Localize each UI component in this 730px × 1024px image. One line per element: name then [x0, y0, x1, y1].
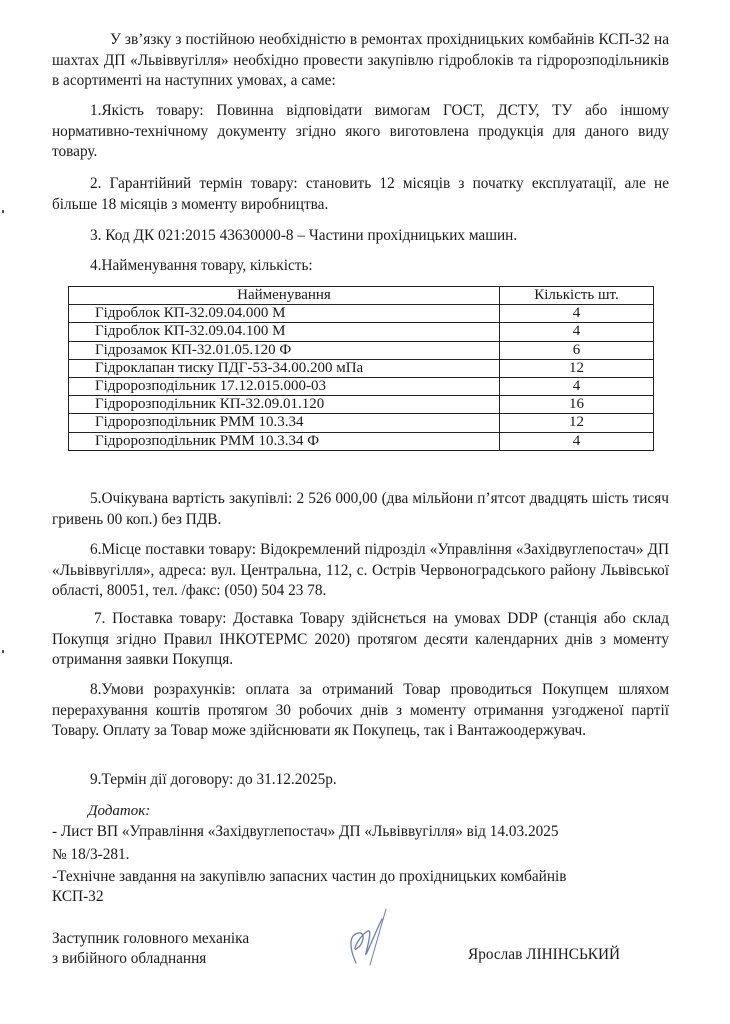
table-row [69, 432, 654, 450]
item-name: Гідророзподільник РММ 10.3.34 [69, 414, 500, 432]
item-name: Гідроблок КП-32.09.04.000 М [69, 305, 500, 323]
item-qty: 4 [500, 432, 654, 450]
header-name: Найменування [69, 287, 500, 305]
intro-paragraph: У зв’язку з постійною необхідністю в ремонтах прохідницьких комбайнів КСП-32 на шахтах ДП «Львіввугілля» необхідно провести закупівлю гідроблоків та гідророзподільників в асортименті на наступних умовах, а саме: [52, 31, 669, 89]
annex-title: Додаток: [88, 803, 151, 819]
item-qty: 4 [500, 377, 654, 395]
scan-mark [2, 210, 4, 213]
clause-items-title: 4.Найменування товару, кількість: [90, 257, 313, 274]
clause-term: 9.Термін дії договору: до 31.12.2025р. [90, 771, 337, 788]
handwritten-signature [338, 905, 398, 975]
item-name: Гідрозамок КП-32.01.05.120 Ф [69, 341, 500, 359]
clause-place: 6.Місце поставки товару: Відокремлений підрозділ «Управління «Західвуглепостач» ДП «Львіввугілля», адреса: вул. Центральна, 112, с. Острів Червоноградського району Львівської області, 80051, тел. /факс: (050) 504 23 78. [52, 541, 669, 599]
item-name: Гідророзподільник РММ 10.3.34 Ф [69, 432, 500, 450]
item-qty: 16 [500, 396, 654, 414]
clause-code: 3. Код ДК 021:2015 43630000-8 – Частини прохідницьких машин. [90, 227, 518, 244]
table-row [69, 323, 654, 341]
clause-quality: 1.Якість товару: Повинна відповідати вимогам ГОСТ, ДСТУ, ТУ або іншому нормативно-технічному документу згідно якого виготовлена продукція для даного виду товару. [52, 102, 669, 160]
annex-item-spec: -Технічне завдання на закупівлю запасних частин до прохідницьких комбайнів [52, 868, 567, 885]
item-name: Гідроблок КП-32.09.04.100 М [69, 323, 500, 341]
annex-item-spec-cont: КСП-32 [52, 888, 104, 905]
item-name: Гідророзподільник 17.12.015.000-03 [69, 377, 500, 395]
header-qty: Кількість шт. [500, 287, 654, 305]
table-row [69, 396, 654, 414]
item-name: Гідророзподільник КП-32.09.01.120 [69, 396, 500, 414]
items-table [68, 286, 654, 451]
signatory-position [52, 929, 249, 969]
table-row [69, 305, 654, 323]
signatory-name: Ярослав ЛІНІНСЬКИЙ [468, 946, 621, 963]
item-qty: 12 [500, 359, 654, 377]
table-header-row [69, 287, 654, 305]
clause-cost: 5.Очікувана вартість закупівлі: 2 526 000,00 (два мільйони п’ятсот двадцять шість тисяч гривень 00 коп.) без ПДВ. [52, 490, 669, 528]
table-row [69, 414, 654, 432]
item-qty: 6 [500, 341, 654, 359]
item-qty: 4 [500, 323, 654, 341]
table-row [69, 359, 654, 377]
scan-mark [2, 650, 4, 653]
clause-payment: 8.Умови розрахунків: оплата за отриманий Товар проводиться Покупцем шляхом перерахування коштів протягом 30 робочих днів з моменту отримання узгодженої партії Товару. Оплату за Товар може здійснювати як Покупець, так і Вантажоодержувач. [52, 681, 669, 739]
signatory-position-line1: Заступник головного механіка [52, 930, 250, 947]
clause-delivery: 7. Поставка товару: Доставка Товару здійснється на умовах DDP (станція або склад Покупця згідно Правил ІНКОТЕРМС 2020) протягом десяти календарних днів з моменту отримання заявки Покупця. [52, 610, 669, 668]
item-qty: 4 [500, 305, 654, 323]
signatory-position-line2: з вибійного обладнання [52, 950, 207, 967]
annex-item-letter-number: № 18/3-281. [52, 846, 130, 863]
annex-item-letter: - Лист ВП «Управління «Західвуглепостач» ДП «Львіввугілля» від 14.03.2025 [52, 823, 559, 840]
table-row [69, 341, 654, 359]
item-name: Гідроклапан тиску ПДГ-53-34.00.200 мПа [69, 359, 500, 377]
table-row [69, 377, 654, 395]
clause-warranty: 2. Гарантійний термін товару: становить 12 місяців з початку експлуатації, але не більше 18 місяців з моменту виробництва. [52, 175, 669, 213]
item-qty: 12 [500, 414, 654, 432]
